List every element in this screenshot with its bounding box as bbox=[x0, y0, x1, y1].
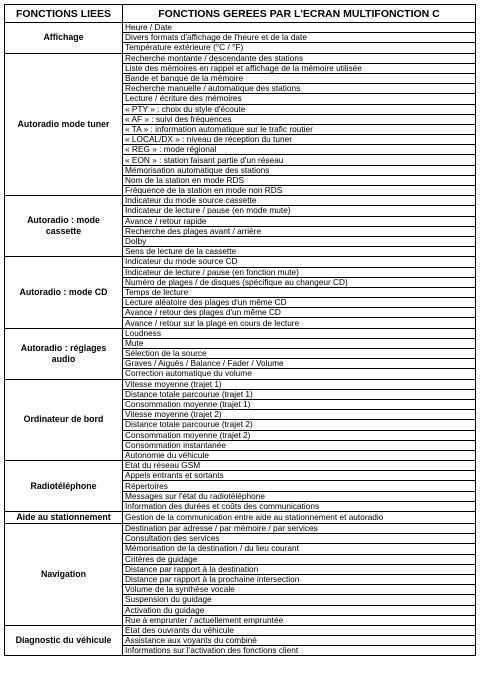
function-cell: Recherche des plages avant / arrière bbox=[123, 226, 476, 236]
category-cell: Autoradio mode tuner bbox=[5, 53, 123, 196]
function-cell: Graves / Aiguës / Balance / Fader / Volume bbox=[123, 359, 476, 369]
function-cell: « LOCAL/DX » : niveau de réception du tuner bbox=[123, 135, 476, 145]
function-cell: Recherche manuelle / automatique des stations bbox=[123, 84, 476, 94]
table-row bbox=[5, 524, 476, 534]
function-cell: Activation du guidage bbox=[123, 605, 476, 615]
function-cell: Divers formats d'affichage de l'heure et de la date bbox=[123, 33, 476, 43]
function-cell: Avance / retour des plages d'un même CD bbox=[123, 308, 476, 318]
function-cell: « TA » : information automatique sur le trafic routier bbox=[123, 124, 476, 134]
function-cell: Mute bbox=[123, 338, 476, 348]
function-cell: Indicateur du mode source CD bbox=[123, 257, 476, 267]
function-cell: Répertoires bbox=[123, 481, 476, 491]
header-managed-functions: FONCTIONS GEREES PAR L'ECRAN MULTIFONCTION C bbox=[123, 5, 476, 23]
function-cell: Température extérieure (°C / °F) bbox=[123, 43, 476, 53]
category-cell: Ordinateur de bord bbox=[5, 379, 123, 461]
function-cell: Informations sur l'activation des fonctions client bbox=[123, 646, 476, 656]
function-cell: Lecture / écriture des mémoires bbox=[123, 94, 476, 104]
category-cell: Affichage bbox=[5, 23, 123, 54]
table-row bbox=[5, 461, 476, 471]
function-cell: Sélection de la source bbox=[123, 349, 476, 359]
function-cell: Messages sur l'état du radiotéléphone bbox=[123, 491, 476, 501]
table-row bbox=[5, 328, 476, 338]
category-cell: Radiotéléphone bbox=[5, 461, 123, 512]
function-cell: Consultation des services bbox=[123, 534, 476, 544]
function-cell: Nom de la station en mode RDS bbox=[123, 175, 476, 185]
function-cell: « PTY » : choix du style d'écoute bbox=[123, 104, 476, 114]
function-cell: Gestion de la communication entre aide au stationnement et autoradio bbox=[123, 512, 476, 524]
category-cell: Diagnostic du véhicule bbox=[5, 625, 123, 656]
function-cell: Liste des mémoires en rappel et affichage de la mémoire utilisée bbox=[123, 63, 476, 73]
table-row bbox=[5, 257, 476, 267]
function-cell: Fréquence de la station en mode non RDS bbox=[123, 186, 476, 196]
function-cell: Distance totale parcourue (trajet 1) bbox=[123, 389, 476, 399]
function-cell: Mémorisation automatique des stations bbox=[123, 165, 476, 175]
function-cell: Distance totale parcourue (trajet 2) bbox=[123, 420, 476, 430]
function-cell: Mémorisation de la destination / du lieu courant bbox=[123, 544, 476, 554]
table-row bbox=[5, 53, 476, 63]
table-row bbox=[5, 625, 476, 635]
function-cell: Numéro de plages / de disques (spécifique au changeur CD) bbox=[123, 277, 476, 287]
function-cell: Heure / Date bbox=[123, 23, 476, 33]
table-row bbox=[5, 196, 476, 206]
table-body bbox=[5, 23, 476, 656]
header-row bbox=[5, 5, 476, 23]
function-cell: Bande et banque de la mémoire bbox=[123, 73, 476, 83]
function-cell: Consommation moyenne (trajet 1) bbox=[123, 399, 476, 409]
category-cell: Aide au stationnement bbox=[5, 512, 123, 524]
function-cell: « REG » : mode régional bbox=[123, 145, 476, 155]
function-cell: Distance par rapport à la destination bbox=[123, 564, 476, 574]
function-cell: Appels entrants et sortants bbox=[123, 471, 476, 481]
function-cell: Rue à emprunter / actuellement empruntée bbox=[123, 615, 476, 625]
function-cell: Avance / retour sur la plage en cours de lecture bbox=[123, 318, 476, 328]
function-cell: Loudness bbox=[123, 328, 476, 338]
header-linked-functions: FONCTIONS LIEES bbox=[5, 5, 123, 23]
function-cell: Consommation instantanée bbox=[123, 440, 476, 450]
category-cell: Autoradio : mode cassette bbox=[5, 196, 123, 257]
function-cell: Vitesse moyenne (trajet 2) bbox=[123, 410, 476, 420]
table-row bbox=[5, 23, 476, 33]
function-cell: Volume de la synthèse vocale bbox=[123, 585, 476, 595]
function-cell: Avance / retour rapide bbox=[123, 216, 476, 226]
function-cell: Indicateur de lecture / pause (en fonction mute) bbox=[123, 267, 476, 277]
function-cell: Critères de guidage bbox=[123, 554, 476, 564]
function-cell: « AF » : suivi des fréquences bbox=[123, 114, 476, 124]
function-cell: Autonomie du véhicule bbox=[123, 450, 476, 460]
function-cell: Consommation moyenne (trajet 2) bbox=[123, 430, 476, 440]
function-cell: Correction automatique du volume bbox=[123, 369, 476, 379]
function-cell: Assistance aux voyants du combiné bbox=[123, 636, 476, 646]
functions-table bbox=[4, 4, 476, 656]
function-cell: « EON » : station faisant partie d'un réseau bbox=[123, 155, 476, 165]
function-cell: Vitesse moyenne (trajet 1) bbox=[123, 379, 476, 389]
function-cell: Dolby bbox=[123, 236, 476, 246]
function-cell: Destination par adresse / par mémoire / par services bbox=[123, 524, 476, 534]
function-cell: Sens de lecture de la cassette bbox=[123, 247, 476, 257]
function-cell: Etat du réseau GSM bbox=[123, 461, 476, 471]
function-cell: Suspension du guidage bbox=[123, 595, 476, 605]
function-cell: Lecture aléatoire des plages d'un même CD bbox=[123, 298, 476, 308]
category-cell: Navigation bbox=[5, 524, 123, 626]
function-cell: Information des durées et coûts des communications bbox=[123, 501, 476, 511]
function-cell: Indicateur du mode source cassette bbox=[123, 196, 476, 206]
table-row bbox=[5, 379, 476, 389]
table-row bbox=[5, 512, 476, 524]
function-cell: Distance par rapport à la prochaine intersection bbox=[123, 574, 476, 584]
function-cell: Recherche montante / descendante des stations bbox=[123, 53, 476, 63]
function-cell: Etat des ouvrants du véhicule bbox=[123, 625, 476, 635]
function-cell: Indicateur de lecture / pause (en mode mute) bbox=[123, 206, 476, 216]
function-cell: Temps de lecture bbox=[123, 287, 476, 297]
category-cell: Autoradio : réglages audio bbox=[5, 328, 123, 379]
category-cell: Autoradio : mode CD bbox=[5, 257, 123, 328]
